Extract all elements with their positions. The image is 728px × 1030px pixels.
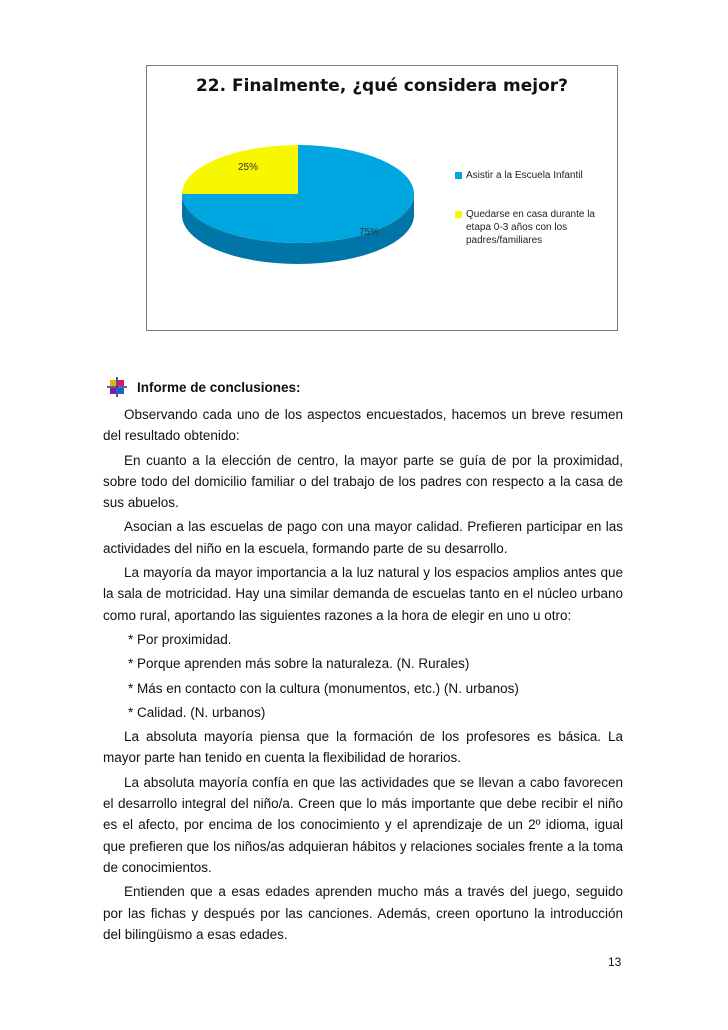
pie-chart	[146, 65, 618, 331]
list-item: * Calidad. (N. urbanos)	[128, 704, 266, 720]
pie-data-label-1: 25%	[237, 162, 259, 173]
report-body	[103, 404, 623, 948]
chart-title: 22. Finalmente, ¿qué considera mejor?	[195, 76, 569, 96]
paragraph: Asocian a las escuelas de pago con una mayor calidad. Prefieren participar en las actividades del niño en la escuela, formando parte de su desarrollo.	[103, 519, 623, 556]
legend-swatch-escuela	[455, 172, 462, 179]
legend-item-casa	[455, 208, 615, 247]
legend-label-casa-line2: etapa 0-3 años con los	[466, 222, 568, 233]
paragraph: En cuanto a la elección de centro, la mayor parte se guía de por la proximidad, sobre todo del domicilio familiar o del trabajo de los padres con respecto a la casa de sus abuelos.	[103, 452, 623, 511]
page-number: 13	[608, 955, 622, 969]
paragraph: La mayoría da mayor importancia a la luz natural y los espacios amplios antes que la sala de motricidad. Hay una similar demanda de escuelas tanto en el núcleo urbano como rural, aportando las siguientes razones a la hora de elegir en uno u otro:	[103, 565, 623, 623]
paragraph: Entienden que a esas edades aprenden mucho más a través del juego, seguido por las fichas y después por las canciones. Además, creen oportuno la introducción del bilingüismo a esas edades.	[103, 884, 623, 942]
section-title: Informe de conclusiones:	[137, 379, 301, 395]
paragraph: Observando cada uno de los aspectos encuestados, hacemos un breve resumen del resultado obtenido:	[103, 407, 623, 444]
chart-legend	[455, 169, 615, 247]
list-item: * Porque aprenden más sobre la naturaleza. (N. Rurales)	[128, 656, 470, 672]
list-item: * Más en contacto con la cultura (monumentos, etc.) (N. urbanos)	[128, 680, 519, 696]
legend-swatch-casa	[455, 211, 462, 218]
legend-label-escuela: Asistir a la Escuela Infantil	[466, 170, 583, 181]
compass-bullet-icon	[107, 377, 127, 397]
paragraph: La absoluta mayoría piensa que la formación de los profesores es básica. La mayor parte han tenido en cuenta la flexibilidad de horarios.	[103, 729, 623, 766]
list-item: * Por proximidad.	[128, 631, 232, 647]
pie-data-label-0: 75%	[358, 227, 380, 238]
legend-item-escuela	[455, 169, 615, 182]
paragraph: La absoluta mayoría confía en que las actividades que se llevan a cabo favorecen el desarrollo integral del niño/a. Creen que lo más importante que debe recibir el niño es el afecto, por encima de los conocimiento y el aprendizaje de un 2º idioma, igual que prefieren que los niños/as adquieran hábitos y relaciones sociales frente a la toma de conocimientos.	[103, 774, 623, 875]
legend-label-casa-line1: Quedarse en casa durante la	[466, 209, 595, 220]
legend-label-casa-line3: padres/familiares	[466, 235, 543, 246]
section-header	[107, 377, 301, 397]
